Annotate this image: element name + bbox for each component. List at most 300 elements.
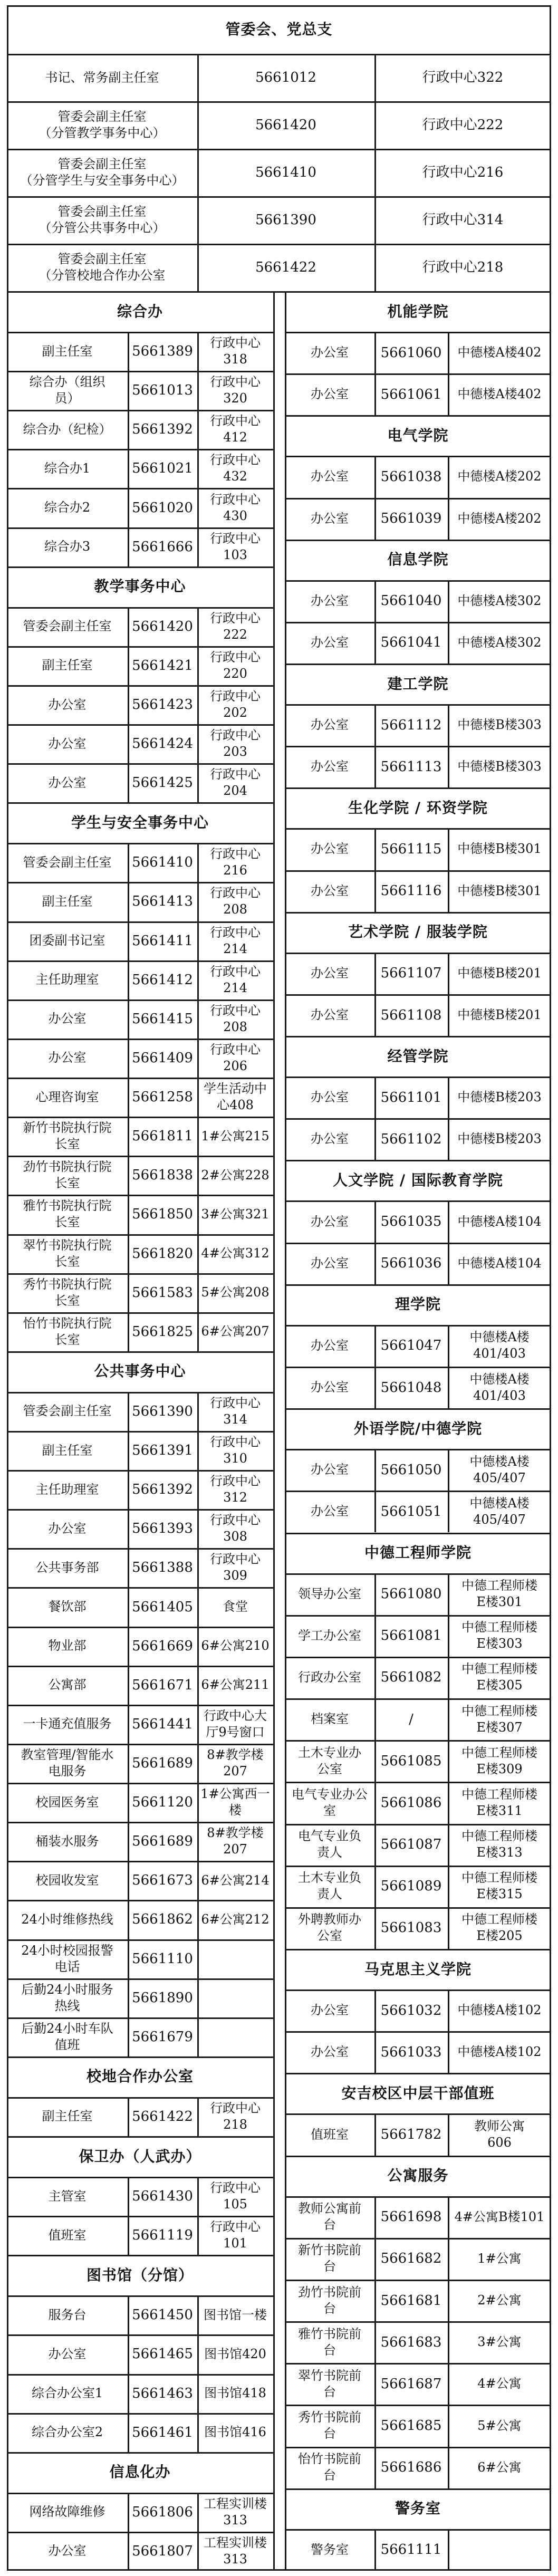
office-name: 校园收发室 [35,1872,99,1888]
column-rule [448,1615,449,1657]
office-phone: 5661825 [132,1323,193,1340]
office-location: 8#教学楼 207 [207,1825,264,1857]
column-rule [448,1740,449,1782]
office-name: 管委会副主任室 （分管校地合作办公室 [39,252,166,283]
column-rule [128,2295,129,2334]
office-location: 行政中心 309 [210,1552,261,1583]
column-rule [128,843,129,882]
column-rule [374,196,376,244]
office-name: 值班室 [311,2127,349,2142]
column-rule [128,1705,129,1744]
office-location: 行政中心 220 [210,649,261,681]
document-title: 管委会、党总支 [225,21,333,38]
office-name: 办公室 [311,2044,349,2060]
office-location: 中德楼B楼303 [457,717,542,733]
office-location: 1#公寓 [477,2251,522,2266]
office-name: 24小时校园报警 电话 [21,1943,113,1974]
column-rule [374,1657,376,1698]
column-rule [128,410,129,449]
outer-border-right [550,5,551,2571]
office-name: 综合办（组织 员） [29,374,105,406]
office-phone: 5661392 [132,421,193,438]
column-rule [197,921,199,960]
office-name: 主任助理室 [35,972,99,987]
office-location: 6#公寓207 [201,1324,270,1339]
office-location: 中德工程师楼 E楼309 [461,1745,537,1776]
office-phone: 5661390 [132,1403,193,1419]
column-rule [374,704,376,746]
office-phone: 5661392 [132,1482,193,1498]
column-rule [197,1312,199,1351]
column-rule [448,953,449,994]
column-rule [197,1744,199,1783]
office-name: 办公室 [311,635,349,650]
column-rule [448,704,449,746]
office-name: 办公室 [311,883,349,898]
office-phone: 5661682 [380,2251,442,2267]
column-rule [374,1325,376,1367]
column-rule [374,373,376,415]
column-rule [197,607,199,646]
office-name: 外聘教师办 公室 [298,1912,361,1944]
office-location: 3#公寓321 [201,1206,270,1222]
office-name: 副主任室 [42,893,93,909]
column-rule [374,1740,376,1782]
office-location: 行政中心 202 [210,689,261,720]
office-name: 教师公寓前 台 [298,2201,361,2233]
office-name: 管委会副主任室 （分管学生与安全事务中心） [20,157,185,188]
section-heading: 建工学院 [387,675,449,693]
office-name: 办公室 [311,1255,349,1271]
column-rule [197,2334,199,2373]
office-phone: 5661050 [380,1462,442,1478]
office-name: 值班室 [48,2227,86,2243]
office-name: 办公室 [48,775,86,790]
section-heading: 保卫办（人武办） [79,2147,201,2165]
column-rule [197,685,199,724]
office-location: 行政中心 222 [210,610,261,642]
column-rule [374,580,376,622]
office-phone: 5661463 [132,2385,193,2401]
office-location: 中德楼A楼 405/407 [469,1495,530,1527]
column-rule [128,724,129,763]
section-heading: 安吉校区中层干部值班 [341,2084,495,2102]
column-rule [374,1782,376,1823]
office-phone: 5661060 [380,344,442,361]
office-location: 行政中心 320 [210,374,261,406]
column-rule [128,1078,129,1117]
office-phone: 5661032 [380,2002,442,2018]
office-location: 2#公寓 [477,2293,522,2308]
column-rule [448,870,449,912]
office-name: 怡竹书院前 台 [298,2452,361,2483]
section-heading: 理学院 [395,1295,441,1313]
office-phone: 5661120 [132,1794,193,1811]
office-phone: 5661782 [380,2127,442,2142]
office-phone: 5661119 [132,2227,193,2244]
column-rule [448,1491,449,1532]
section-heading: 综合办 [117,302,163,320]
office-phone: 5661412 [132,972,193,988]
office-phone: 5661430 [132,2188,193,2205]
office-location: 中德工程师楼 E楼301 [461,1578,537,1610]
office-name: 翠竹书院前 台 [298,2368,361,2399]
office-name: 后勤24小时服务 热线 [21,1982,113,2013]
column-rule [128,1039,129,1078]
column-rule [374,953,376,994]
column-rule [197,527,199,566]
office-location: 中德楼A楼 401/403 [469,1371,530,1403]
office-name: 教室管理/智能水 电服务 [21,1747,114,1779]
office-phone: 5661389 [132,343,193,360]
column-rule [448,1200,449,1242]
office-name: 新竹书院执行院 长室 [23,1120,112,1152]
column-rule [128,1312,129,1351]
column-rule [448,746,449,787]
column-rule [128,2216,129,2255]
office-location: 中德楼A楼202 [457,469,542,484]
office-name: 领导办公室 [298,1586,361,1601]
office-location: 中德楼A楼102 [457,2044,542,2060]
office-location: 行政中心 430 [210,492,261,523]
column-rule [374,870,376,912]
column-rule [128,1195,129,1234]
office-location: 中德楼A楼102 [457,2003,542,2018]
office-phone: 5661811 [132,1128,193,1145]
column-rule [197,2532,199,2571]
column-rule [448,456,449,497]
section-heading: 警务室 [395,2500,441,2517]
office-name: 雅竹书院执行院 长室 [23,1198,112,1230]
office-location: 行政中心 216 [210,847,261,878]
column-rule [197,1431,199,1470]
column-rule [374,1989,376,2031]
column-rule [448,1449,449,1491]
office-name: 办公室 [311,965,349,981]
office-phone: 5661013 [132,382,193,399]
office-location: 中德楼B楼301 [457,841,542,857]
office-phone: 5661465 [132,2346,193,2362]
column-rule [128,999,129,1039]
office-location [448,2529,551,2571]
column-rule [448,1866,449,1907]
column-rule [374,54,376,101]
office-name: 网络故障维修 [29,2504,105,2520]
column-rule [374,622,376,664]
column-rule [374,994,376,1036]
column-rule [128,1744,129,1783]
office-location: 1#公寓西一 楼 [200,1786,270,1818]
column-rule [128,2017,129,2056]
office-phone: 5661689 [132,1833,193,1850]
office-location: 行政中心 103 [210,531,261,562]
section-heading: 马克思主义学院 [364,1960,472,1978]
office-phone: 5661405 [132,1599,193,1615]
column-rule [374,2363,376,2405]
office-location: 中德楼B楼203 [457,1090,542,1105]
column-rule [128,960,129,999]
section-heading: 信息化办 [109,2463,171,2481]
office-location: 行政中心 308 [210,1513,261,1544]
column-rule [128,2097,129,2136]
column-rule [448,1989,449,2031]
column-rule [374,1866,376,1907]
column-rule [128,2177,129,2216]
office-location: 行政中心 432 [210,453,261,484]
office-location: 中德楼A楼 401/403 [469,1330,530,1361]
office-location: 工程实训楼 313 [204,2496,267,2527]
office-phone: 5661388 [132,1560,193,1576]
section-heading: 学生与安全事务中心 [71,813,209,831]
column-rule [128,1431,129,1470]
office-phone: 5661048 [380,1379,442,1396]
column-rule [448,1907,449,1949]
office-name: 电气专业办公 室 [292,1786,368,1818]
office-name: 档案室 [311,1712,349,1727]
office-location: 6#公寓211 [201,1677,270,1693]
office-phone: 5661411 [132,933,193,949]
office-phone: 5661669 [132,1638,193,1654]
office-phone: 5661441 [132,1716,193,1732]
column-rule [128,1666,129,1705]
half-divider-left [273,291,275,2571]
office-location: 行政中心322 [422,70,504,85]
office-name: 土木专业负 责人 [298,1870,361,1902]
office-name: 综合办公室1 [31,2386,103,2401]
column-rule [374,1367,376,1408]
column-rule [128,2334,129,2373]
column-rule [128,763,129,802]
column-rule [197,2493,199,2532]
section-heading: 电气学院 [387,426,449,444]
office-phone: 5661698 [380,2209,442,2225]
office-phone: 5661391 [132,1443,193,1459]
office-name: 物业部 [48,1638,86,1654]
office-location: 中德工程师楼 E楼311 [461,1786,537,1818]
office-name: 办公室 [311,1090,349,1105]
office-location: 图书馆一楼 [204,2307,267,2322]
office-phone: 5661583 [132,1284,193,1301]
column-rule [448,2113,449,2155]
office-name: 办公室 [311,759,349,774]
column-rule [197,2017,199,2056]
phone-directory-table [7,5,551,2571]
office-location: 中德楼B楼201 [457,1007,542,1022]
office-name: 办公室 [311,841,349,857]
office-name: 办公室 [311,469,349,484]
office-phone: 5661687 [380,2376,442,2392]
office-phone: 5661423 [132,697,193,713]
column-rule [128,2493,129,2532]
office-name: 综合办2 [44,500,91,515]
office-name: 办公室 [311,593,349,608]
column-rule [448,828,449,870]
office-location: 行政中心314 [422,212,504,228]
column-rule [448,2363,449,2405]
column-rule [197,999,199,1039]
office-name: 办公室 [48,1011,86,1026]
office-location: 工程实训楼 313 [204,2535,267,2567]
column-rule [128,921,129,960]
column-rule [374,1573,376,1615]
column-rule [448,580,449,622]
column-rule [197,1939,199,1978]
office-location: 中德楼A楼402 [457,387,542,402]
office-location: 中德楼A楼302 [457,593,542,608]
office-location: 行政中心218 [422,259,504,275]
office-phone: 5661021 [132,460,193,477]
office-name: 校园医务室 [35,1794,99,1810]
office-name: 办公室 [311,345,349,360]
column-rule [197,2413,199,2452]
column-rule [374,332,376,373]
office-location: 图书馆418 [204,2386,266,2401]
column-rule [448,2280,449,2321]
column-rule [197,371,199,410]
office-phone: 5661862 [132,1911,193,1928]
office-location: 3#公寓 [477,2334,522,2350]
column-rule [448,1118,449,1160]
column-rule [197,2374,199,2413]
office-phone: 5661083 [380,1920,442,1936]
office-phone: 5661683 [380,2334,442,2350]
office-location: 6#公寓 [477,2459,522,2475]
column-rule [197,1705,199,1744]
office-phone: 5661410 [132,854,193,871]
column-rule [197,1861,199,1900]
office-location: 中德楼A楼104 [457,1214,542,1229]
office-name: 翠竹书院执行院 长室 [23,1237,112,1269]
office-name: 桶装水服务 [35,1833,99,1849]
office-name: 办公室 [48,2346,86,2361]
column-rule [448,994,449,1036]
outer-border-left [7,5,8,2571]
office-name: 24小时维修热线 [21,1911,113,1927]
office-location: 中德工程师楼 E楼303 [461,1620,537,1651]
column-rule [374,149,376,196]
column-rule [128,2374,129,2413]
office-location: 5#公寓208 [201,1285,270,1300]
column-rule [448,373,449,415]
office-name: 电气专业负 责人 [298,1829,361,1860]
column-rule [128,646,129,685]
office-name: 办公室 [48,697,86,712]
column-rule [448,2405,449,2446]
column-rule [197,1822,199,1861]
office-name: 办公室 [311,2003,349,2018]
column-rule [128,1900,129,1939]
column-rule [197,2216,199,2255]
office-location: 行政中心 208 [210,1003,261,1034]
column-rule [374,1200,376,1242]
office-phone: 5661047 [380,1338,442,1354]
office-location [197,1939,273,1978]
office-location: 行政中心 312 [210,1474,261,1505]
office-phone: 5661393 [132,1521,193,1537]
column-rule [128,449,129,488]
column-rule [128,685,129,724]
column-rule [448,1657,449,1698]
office-location: 食堂 [223,1599,248,1614]
column-rule [374,244,376,291]
column-rule [128,1548,129,1587]
column-rule [197,2295,199,2334]
office-name: 秀竹书院执行院 长室 [23,1276,112,1308]
office-name: 餐饮部 [48,1599,86,1614]
office-phone: 5661089 [380,1878,442,1895]
column-rule [197,149,199,196]
column-rule [374,828,376,870]
column-rule [374,498,376,540]
office-name: 心理咨询室 [35,1089,99,1104]
office-name: 办公室 [311,1338,349,1353]
column-rule [197,1587,199,1626]
office-name: 办公室 [311,511,349,526]
office-location: 教师公寓 606 [474,2119,525,2150]
office-phone: 5661107 [380,965,442,982]
office-name: 劲竹书院前 台 [298,2284,361,2316]
column-rule [128,1822,129,1861]
office-location: 图书馆416 [204,2425,266,2440]
office-location: 中德工程师楼 E楼205 [461,1912,537,1944]
office-location: 中德楼A楼 405/407 [469,1454,530,1485]
column-rule [197,2177,199,2216]
office-phone: 5661415 [132,1011,193,1027]
office-phone: 5661115 [380,841,442,857]
office-location: 中德楼B楼301 [457,883,542,898]
office-location: 行政中心 310 [210,1435,261,1466]
column-rule [128,1470,129,1509]
column-rule [197,1117,199,1156]
office-location: 4#公寓 [477,2376,522,2391]
office-location: 行政中心 314 [210,1395,261,1427]
office-phone: / [409,1711,413,1727]
office-phone: 5661671 [132,1677,193,1693]
column-rule [197,646,199,685]
office-name: 办公室 [48,1521,86,1536]
office-name: 土木专业办 公室 [298,1745,361,1776]
office-phone: 5661111 [380,2542,442,2558]
office-phone: 5661081 [380,1628,442,1644]
column-rule [197,1627,199,1666]
column-rule [374,2280,376,2321]
column-rule [197,960,199,999]
section-heading: 外语学院/中德学院 [353,1419,483,1437]
column-rule [197,1470,199,1509]
office-name: 公寓部 [48,1677,86,1693]
column-rule [448,2321,449,2363]
column-rule [197,54,199,101]
office-location: 8#教学楼 207 [207,1747,264,1779]
office-name: 办公室 [311,717,349,733]
office-phone: 5661080 [380,1586,442,1602]
office-location: 行政中心 214 [210,964,261,995]
office-name: 副主任室 [42,343,93,359]
column-rule [128,2532,129,2571]
column-rule [128,332,129,371]
column-rule [128,1587,129,1626]
column-rule [197,488,199,527]
office-name: 综合办公室2 [31,2425,103,2440]
office-phone: 5661039 [380,511,442,527]
office-phone: 5661685 [380,2418,442,2434]
column-rule [128,1978,129,2017]
office-location: 中德楼A楼202 [457,511,542,526]
office-phone: 5661112 [380,717,442,733]
column-rule [197,2097,199,2136]
office-location: 行政中心222 [422,117,504,133]
column-rule [374,1118,376,1160]
